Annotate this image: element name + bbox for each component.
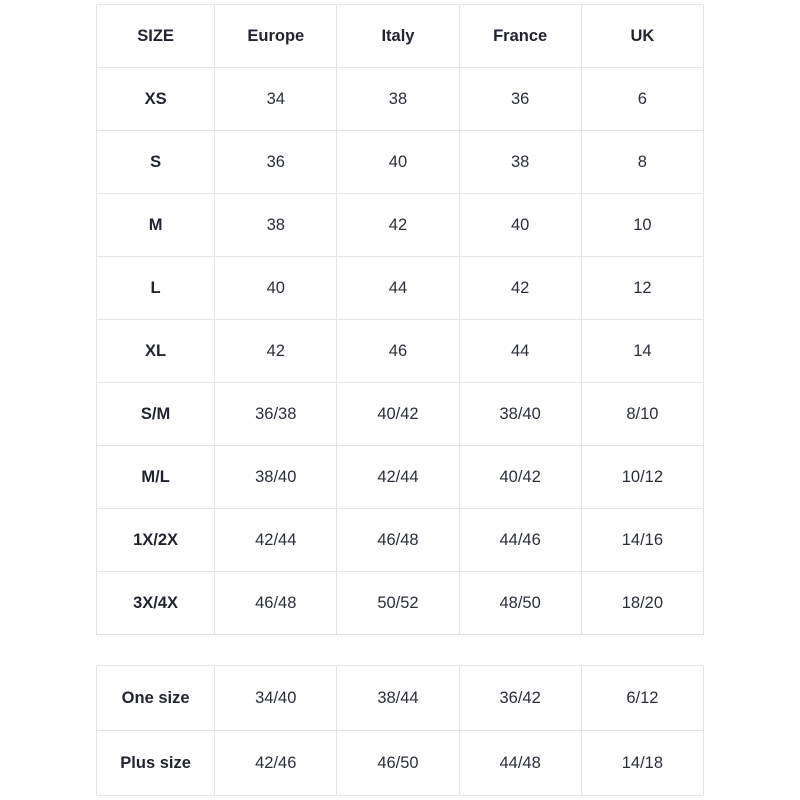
cell-italy: 46/50 [337, 731, 459, 796]
cell-france: 44/48 [459, 731, 581, 796]
cell-france: 44/46 [459, 509, 581, 572]
row-label: Plus size [97, 731, 215, 796]
cell-france: 38 [459, 131, 581, 194]
cell-europe: 42 [215, 320, 337, 383]
row-label: XL [97, 320, 215, 383]
cell-uk: 12 [581, 257, 703, 320]
row-label: M/L [97, 446, 215, 509]
column-header-france: France [459, 5, 581, 68]
one-size-table [96, 665, 704, 796]
cell-italy: 44 [337, 257, 459, 320]
cell-italy: 38/44 [337, 666, 459, 731]
table-row [97, 666, 704, 731]
cell-europe: 36/38 [215, 383, 337, 446]
table-header-row [97, 5, 704, 68]
size-chart-container [96, 4, 704, 796]
cell-uk: 14/18 [581, 731, 703, 796]
cell-europe: 38/40 [215, 446, 337, 509]
cell-uk: 6/12 [581, 666, 703, 731]
cell-france: 36/42 [459, 666, 581, 731]
table-row [97, 320, 704, 383]
cell-europe: 46/48 [215, 572, 337, 635]
cell-europe: 38 [215, 194, 337, 257]
cell-europe: 34/40 [215, 666, 337, 731]
row-label: L [97, 257, 215, 320]
cell-france: 40/42 [459, 446, 581, 509]
table-row [97, 68, 704, 131]
column-header-europe: Europe [215, 5, 337, 68]
table-row [97, 446, 704, 509]
table-row [97, 509, 704, 572]
cell-europe: 42/46 [215, 731, 337, 796]
cell-europe: 42/44 [215, 509, 337, 572]
cell-uk: 14 [581, 320, 703, 383]
cell-europe: 34 [215, 68, 337, 131]
cell-italy: 42 [337, 194, 459, 257]
cell-italy: 50/52 [337, 572, 459, 635]
row-label: XS [97, 68, 215, 131]
table-divider-space [96, 635, 704, 665]
column-header-uk: UK [581, 5, 703, 68]
row-label: S/M [97, 383, 215, 446]
cell-uk: 8/10 [581, 383, 703, 446]
table-row [97, 131, 704, 194]
row-label: 1X/2X [97, 509, 215, 572]
column-header-size: SIZE [97, 5, 215, 68]
cell-france: 44 [459, 320, 581, 383]
cell-italy: 46 [337, 320, 459, 383]
row-label: One size [97, 666, 215, 731]
row-label: S [97, 131, 215, 194]
row-label: M [97, 194, 215, 257]
cell-uk: 10 [581, 194, 703, 257]
cell-italy: 40 [337, 131, 459, 194]
row-label: 3X/4X [97, 572, 215, 635]
column-header-italy: Italy [337, 5, 459, 68]
size-conversion-table [96, 4, 704, 635]
cell-italy: 46/48 [337, 509, 459, 572]
cell-uk: 14/16 [581, 509, 703, 572]
cell-uk: 18/20 [581, 572, 703, 635]
cell-uk: 8 [581, 131, 703, 194]
cell-italy: 40/42 [337, 383, 459, 446]
cell-france: 40 [459, 194, 581, 257]
table-row [97, 731, 704, 796]
table-row [97, 257, 704, 320]
cell-france: 36 [459, 68, 581, 131]
cell-europe: 36 [215, 131, 337, 194]
cell-italy: 42/44 [337, 446, 459, 509]
cell-italy: 38 [337, 68, 459, 131]
cell-uk: 6 [581, 68, 703, 131]
table-row [97, 194, 704, 257]
cell-uk: 10/12 [581, 446, 703, 509]
table-row [97, 572, 704, 635]
cell-france: 48/50 [459, 572, 581, 635]
table-row [97, 383, 704, 446]
cell-france: 38/40 [459, 383, 581, 446]
cell-france: 42 [459, 257, 581, 320]
cell-europe: 40 [215, 257, 337, 320]
